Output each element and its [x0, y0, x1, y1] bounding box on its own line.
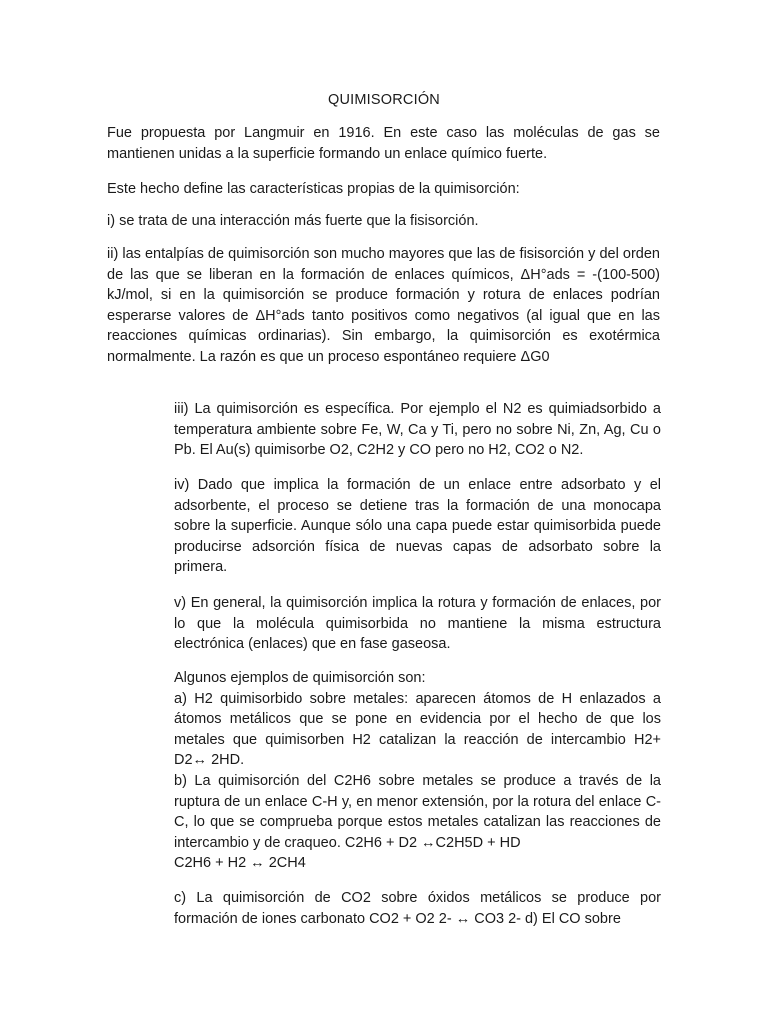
paragraph-item-ii: ii) las entalpías de quimisorción son mucho mayores que las de fisisorción y del orden de las que se liberan en la formación de enlaces químicos, ΔH°ads = -(100-500) kJ/mol, si en la quimisorción se produce formación y rotura de enlaces podrían esperarse valores de ΔH°ads tanto positivos como negativos (al igual que en las reacciones químicas ordinarias). Sin embargo, la quimisorción es exotérmica normalmente. La razón es que un proceso espontáneo requiere ΔG0 — [107, 246, 660, 365]
document-title: QUIMISORCIÓN — [328, 92, 440, 108]
example-b: b) La quimisorción del C2H6 sobre metales se produce a través de la ruptura de un enlace C-H y, en menor extensión, por la rotura del enlace C-C, lo que se comprueba porque estos metales catalizan las reacciones de intercambio y de craqueo. C2H6 + D2 ↔C2H5D + HD — [174, 772, 661, 851]
paragraph-item-iv: iv) Dado que implica la formación de un enlace entre adsorbato y el adsorbente, el proceso se detiene tras la formación de una monocapa sobre la superficie. Aunque sólo una capa puede estar quimisorbida puede producirse adsorción física de nuevas capas de adsorbato sobre la primera. — [174, 477, 661, 576]
example-a: a) H2 quimisorbido sobre metales: aparecen átomos de H enlazados a átomos metálicos que se pone en evidencia por el hecho de que los metales que quimisorben H2 catalizan la reacción de intercambio H2+ D2↔ 2HD. — [174, 690, 661, 769]
examples-intro: Algunos ejemplos de quimisorción son: — [174, 670, 426, 686]
paragraph-item-v: v) En general, la quimisorción implica la rotura y formación de enlaces, por lo que la molécula quimisorbida no mantiene la misma estructura electrónica (enlaces) que en fase gaseosa. — [174, 595, 661, 653]
paragraph-characteristics: Este hecho define las características propias de la quimisorción: — [107, 181, 520, 197]
example-b-equation: C2H6 + H2 ↔ 2CH4 — [174, 855, 306, 872]
paragraph-intro: Fue propuesta por Langmuir en 1916. En este caso las moléculas de gas se mantienen unidas a la superficie formando un enlace químico fuerte. — [107, 125, 660, 162]
paragraph-item-i: i) se trata de una interacción más fuerte que la fisisorción. — [107, 213, 479, 229]
examples-block — [174, 668, 661, 874]
paragraph-item-iii: iii) La quimisorción es específica. Por ejemplo el N2 es quimiadsorbido a temperatura ambiente sobre Fe, W, Ca y Ti, pero no sobre Ni, Zn, Ag, Cu o Pb. El Au(s) quimisorbe O2, C2H2 y CO pero no H2, CO2 o N2. — [174, 401, 661, 459]
example-c: c) La quimisorción de CO2 sobre óxidos metálicos se produce por formación de iones carbonato CO2 + O2 2- ↔ CO3 2- d) El CO sobre — [174, 890, 661, 927]
